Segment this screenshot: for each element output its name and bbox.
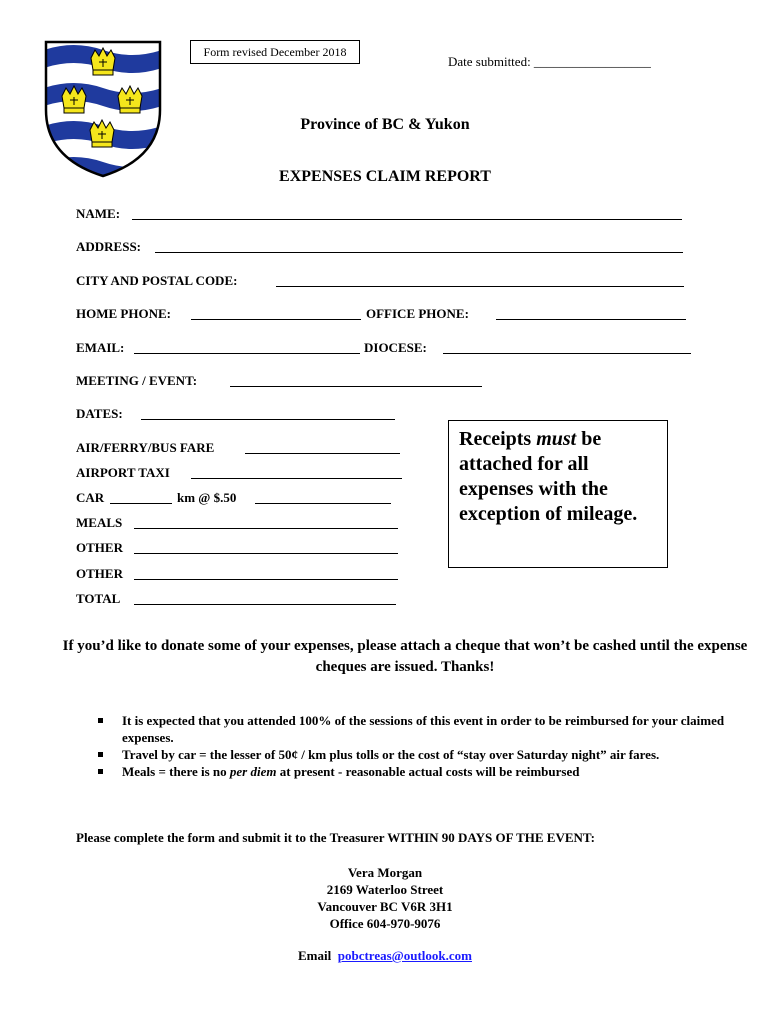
list-item (96, 712, 736, 746)
total-label: TOTAL (76, 591, 121, 606)
province-shield-logo (44, 40, 162, 178)
bullet-travel: Travel by car = the lesser of 50¢ / km plus tolls or the cost of “stay over Saturday night” air fares. (122, 747, 660, 762)
receipts-text-emphasis: must (536, 428, 577, 450)
name-label: NAME: (76, 206, 121, 221)
province-title: Province of BC & Yukon (300, 116, 470, 133)
meals-field[interactable] (134, 528, 398, 529)
dates-label: DATES: (76, 406, 123, 421)
meals-label: MEALS (76, 515, 123, 530)
meeting-event-label: MEETING / EVENT: (76, 373, 198, 388)
treasurer-address (0, 864, 770, 932)
address-field[interactable] (155, 252, 683, 253)
bullet-meals-post: at present - reasonable actual costs will be reimbursed (276, 764, 580, 779)
city-postal-field[interactable] (276, 286, 684, 287)
diocese-label: DIOCESE: (364, 340, 427, 355)
fare-label: AIR/FERRY/BUS FARE (76, 440, 215, 455)
dates-field[interactable] (141, 419, 395, 420)
address-label: ADDRESS: (76, 239, 142, 254)
car-amount-field[interactable] (255, 503, 391, 504)
treasurer-phone: Office 604-970-9076 (329, 916, 441, 931)
home-phone-field[interactable] (191, 319, 361, 320)
other2-field[interactable] (134, 579, 398, 580)
taxi-field[interactable] (191, 478, 402, 479)
email-label: EMAIL: (76, 340, 125, 355)
receipts-text-post: be attached for all expenses with the exception of mileage. (459, 428, 638, 525)
policy-bullet-list (96, 712, 736, 780)
donation-note: If you’d like to donate some of your expenses, please attach a cheque that won’t be cashed until the expense cheques are issued. Thanks! (62, 638, 748, 675)
bullet-square-icon (98, 769, 103, 774)
treasurer-name: Vera Morgan (347, 865, 423, 880)
bullet-meals-emphasis: per diem (229, 764, 277, 779)
home-phone-label: HOME PHONE: (76, 306, 171, 321)
office-phone-field[interactable] (496, 319, 686, 320)
report-title: EXPENSES CLAIM REPORT (279, 168, 491, 185)
date-submitted-field[interactable]: Date submitted: __________________ (448, 54, 651, 69)
total-field[interactable] (134, 604, 396, 605)
treasurer-email-link[interactable]: pobctreas@outlook.com (337, 948, 472, 963)
treasurer-email-line (0, 948, 770, 964)
bullet-meals-pre: Meals = there is no (122, 764, 230, 779)
other1-label: OTHER (76, 540, 123, 555)
car-rate-label: km @ $.50 (177, 490, 237, 505)
other1-field[interactable] (134, 553, 398, 554)
car-km-field[interactable] (110, 503, 172, 504)
meeting-event-field[interactable] (230, 386, 482, 387)
city-postal-label: CITY AND POSTAL CODE: (76, 273, 238, 288)
list-item (96, 746, 736, 763)
bullet-square-icon (98, 718, 103, 723)
treasurer-street: 2169 Waterloo Street (326, 882, 444, 897)
submit-instructions: Please complete the form and submit it to the Treasurer WITHIN 90 DAYS OF THE EVENT: (76, 830, 595, 845)
email-field[interactable] (134, 353, 360, 354)
receipts-text-pre: Receipts (459, 428, 537, 450)
office-phone-label: OFFICE PHONE: (366, 306, 469, 321)
name-field[interactable] (132, 219, 682, 220)
bullet-square-icon (98, 752, 103, 757)
treasurer-city: Vancouver BC V6R 3H1 (317, 899, 453, 914)
list-item (96, 763, 736, 780)
receipts-notice-box (448, 420, 668, 568)
fare-field[interactable] (245, 453, 400, 454)
other2-label: OTHER (76, 566, 123, 581)
bullet-attendance: It is expected that you attended 100% of the sessions of this event in order to be reimbursed for your claimed expenses. (122, 713, 725, 745)
diocese-field[interactable] (443, 353, 691, 354)
car-label: CAR (76, 490, 105, 505)
treasurer-email-label: Email (298, 948, 332, 963)
form-revised-box: Form revised December 2018 (190, 40, 360, 64)
taxi-label: AIRPORT TAXI (76, 465, 170, 480)
